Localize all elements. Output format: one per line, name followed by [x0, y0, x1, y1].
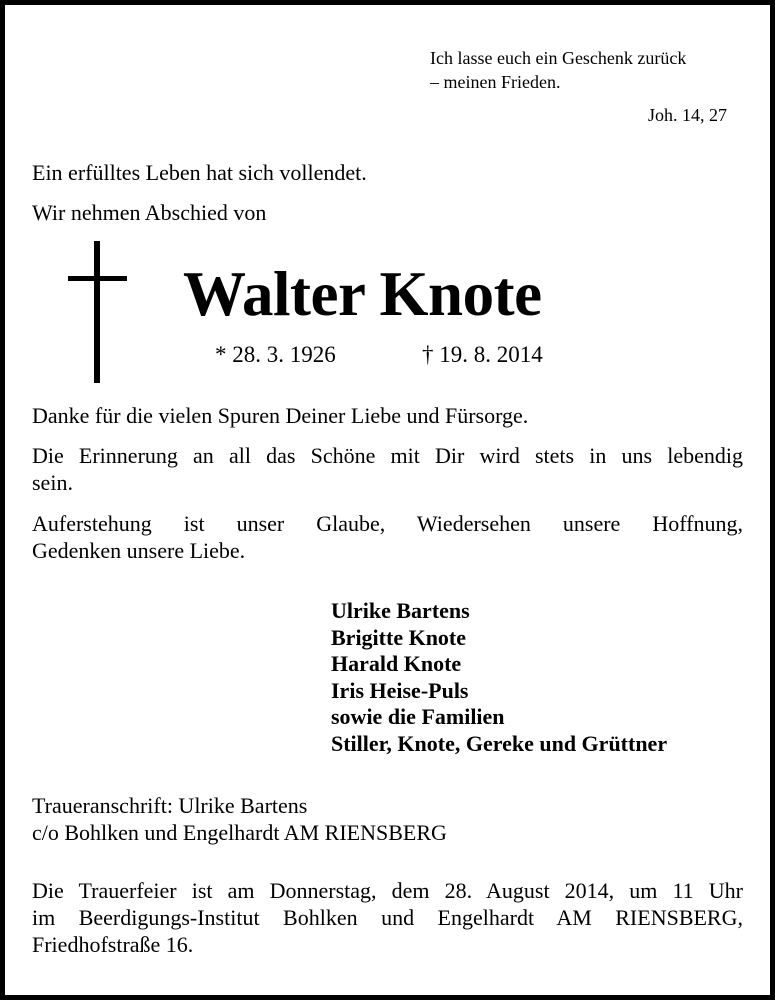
- thanks-paragraph: Danke für die vielen Spuren Deiner Liebe und Fürsorge.: [32, 403, 529, 428]
- ceremony-line-1: Die Trauerfeier ist am Donnerstag, dem 28. August 2014, um 11 Uhr: [32, 878, 743, 903]
- mourners-list: [331, 598, 667, 757]
- verse-line-2: – meinen Frieden.: [430, 72, 561, 92]
- deceased-name: Walter Knote: [183, 259, 542, 329]
- mourner-name: Ulrike Bartens: [331, 598, 470, 623]
- mourner-name: Brigitte Knote: [331, 624, 467, 650]
- address-line-2: c/o Bohlken und Engelhardt AM RIENSBERG: [32, 820, 447, 845]
- memory-line-1: Die Erinnerung an all das Schöne mit Dir wird stets in uns lebendig: [32, 443, 743, 468]
- mourner-name: Harald Knote: [331, 651, 462, 676]
- ceremony-line-3: Friedhofstraße 16.: [32, 932, 194, 957]
- memory-line-2: sein.: [32, 470, 73, 495]
- faith-line-2: Gedenken unsere Liebe.: [32, 538, 246, 563]
- faith-line-1: Auferstehung ist unser Glaube, Wiedersehen unsere Hoffnung,: [32, 511, 743, 536]
- birth-date: * 28. 3. 1926: [215, 342, 336, 367]
- intro-line-2: Wir nehmen Abschied von: [32, 200, 267, 225]
- mourner-name: Iris Heise-Puls: [331, 677, 469, 703]
- ceremony-line-2: im Beerdigungs-Institut Bohlken und Engelhardt AM RIENSBERG,: [32, 905, 743, 930]
- mourner-name: sowie die Familien: [331, 704, 505, 729]
- death-date: † 19. 8. 2014: [422, 342, 543, 367]
- verse-line-1: Ich lasse euch ein Geschenk zurück: [430, 48, 687, 68]
- intro-line-1: Ein erfülltes Leben hat sich vollendet.: [32, 160, 367, 185]
- mourner-name: Stiller, Knote, Gereke und Grüttner: [331, 730, 668, 756]
- verse-reference: Joh. 14, 27: [648, 105, 728, 125]
- address-line-1: Traueranschrift: Ulrike Bartens: [32, 793, 308, 818]
